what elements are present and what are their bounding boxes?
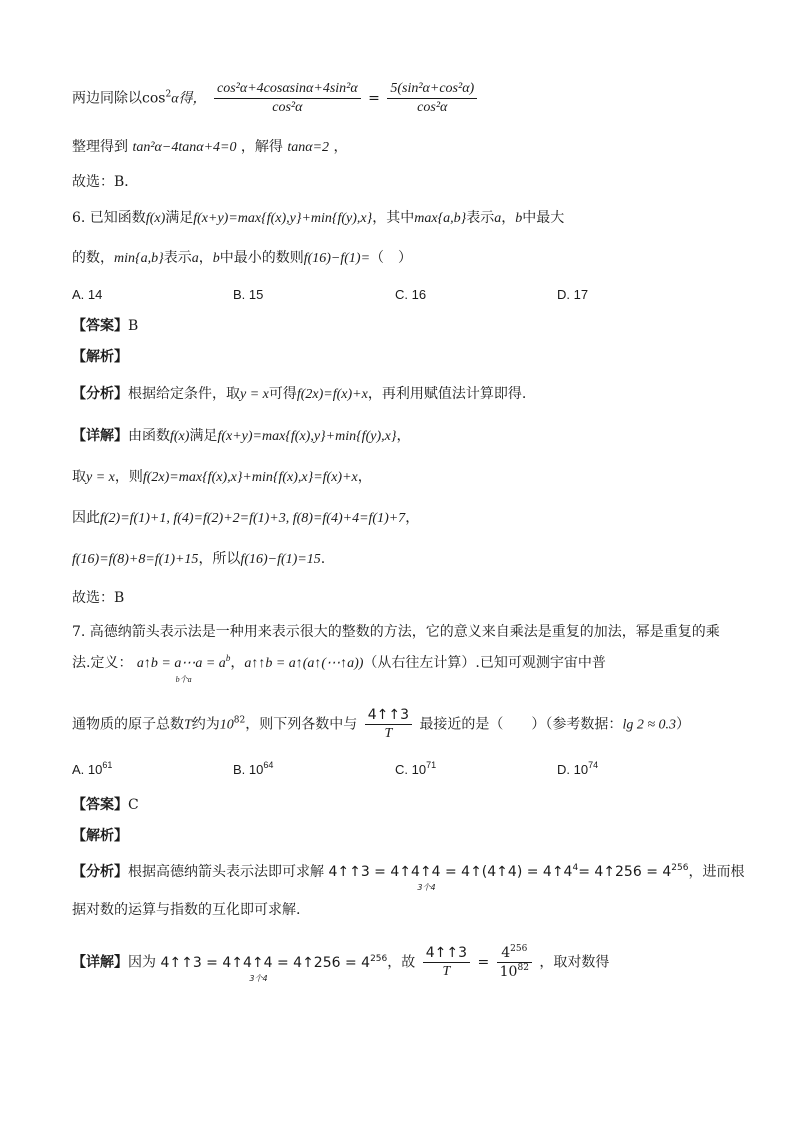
math: f(x) xyxy=(170,429,190,444)
equals-sign: = xyxy=(368,90,380,107)
text: α得， xyxy=(171,91,207,107)
text: 法.定义： xyxy=(72,655,133,671)
detail-expression xyxy=(160,953,388,983)
math: f(2x)=f(x)+x xyxy=(296,387,368,402)
math: min{a,b} xyxy=(114,251,164,266)
q7-analysis-tag xyxy=(72,826,734,846)
q6-choose: 故选：B xyxy=(72,590,125,606)
text: ，解得 xyxy=(240,139,283,155)
text: 根据高德纳箭头表示法即可求解 xyxy=(128,864,324,880)
detail-tag: 【详解】 xyxy=(72,428,128,444)
derivation-line-1 xyxy=(72,80,734,117)
text: ，则下列各数中与 xyxy=(245,716,358,733)
answer-value: B xyxy=(128,318,139,334)
fraction-4pow256-over-10pow82 xyxy=(497,944,532,981)
underbrace-label: 3个4 xyxy=(249,973,268,983)
numerator: 4↑↑3 xyxy=(365,706,412,725)
text: 中最大 xyxy=(522,210,565,226)
text: ， xyxy=(230,655,245,671)
option-exponent: 71 xyxy=(426,760,437,770)
text: （从右往左计算）.已知可观测宇宙中普 xyxy=(363,655,606,671)
choose-line: 故选：B． xyxy=(72,174,139,190)
numerator: cos²α+4cosαsinα+4sin²α xyxy=(214,80,361,99)
text: 表示 xyxy=(163,250,192,266)
detail-tag: 【详解】 xyxy=(72,954,128,971)
q6-option-d: D. 17 xyxy=(557,287,589,302)
math: b xyxy=(212,251,220,266)
text: . xyxy=(320,551,326,567)
text: ， xyxy=(333,139,348,155)
math: b xyxy=(515,211,523,226)
text: 表示 xyxy=(466,210,495,226)
superscript: 256 xyxy=(671,863,689,873)
q6-option-b: B. 15 xyxy=(233,287,264,302)
math: a xyxy=(494,211,502,226)
text: ，取对数得 xyxy=(539,954,610,971)
answer-tag: 【答案】 xyxy=(72,797,128,813)
fraction-4uu3-over-T xyxy=(423,944,470,981)
q6-option-a: A. 14 xyxy=(72,287,103,302)
text: ，则 xyxy=(114,469,143,485)
fraction-4uu3-over-T xyxy=(365,706,412,743)
q6-option-c: C. 16 xyxy=(395,287,427,302)
q7-stem-line-3 xyxy=(72,706,734,743)
option-base: 10 xyxy=(87,762,103,777)
math: y = x xyxy=(86,470,115,485)
numerator: 5(sin²α+cos²α) xyxy=(387,80,477,99)
q6-stem-line-2 xyxy=(72,248,734,269)
text: ， xyxy=(198,250,213,266)
text: 最接近的是（ ）（参考数据： xyxy=(419,716,623,733)
text: ， xyxy=(357,469,372,485)
answer-value: C xyxy=(128,797,139,813)
answer-tag: 【答案】 xyxy=(72,318,128,334)
text: 的数， xyxy=(72,250,114,266)
math: a↑↑b = a↑(a↑(⋯↑a)) xyxy=(244,656,364,671)
text: ，进而根 xyxy=(688,864,745,880)
q6-answer xyxy=(72,316,734,336)
q7-fenxi xyxy=(72,862,745,892)
text: 满足 xyxy=(189,428,218,444)
math: f(16)=f(8)+8=f(1)+15 xyxy=(72,552,199,567)
q7-option-c xyxy=(395,762,436,777)
superscript: 4 xyxy=(572,863,579,873)
text: ， xyxy=(405,510,420,526)
denominator: T xyxy=(384,726,393,741)
text: 可得 xyxy=(268,386,297,402)
option-exponent: 64 xyxy=(263,760,274,770)
text: （ ） xyxy=(370,250,413,266)
denominator xyxy=(497,963,532,981)
equation: tan²α−4tanα+4=0 xyxy=(132,140,237,155)
text: 中最小的数则 xyxy=(219,250,304,266)
math: f(x+y)=max{f(x),y}+min{f(y),x} xyxy=(193,211,373,226)
underbrace-label: 3个4 xyxy=(417,883,436,892)
numerator: 4↑↑3 xyxy=(423,944,470,963)
option-label: B. xyxy=(233,762,246,777)
text: ） xyxy=(676,716,691,733)
text: ，故 xyxy=(387,954,416,971)
q6-detail xyxy=(72,426,734,447)
text: 因为 xyxy=(128,954,156,971)
superscript: 2 xyxy=(165,89,172,100)
math: 10 xyxy=(219,717,234,733)
math: f(x) xyxy=(145,211,166,226)
fraction-left xyxy=(214,80,361,117)
math: f(2x)=max{f(x),x}+min{f(x),x}=f(x)+x xyxy=(142,470,358,485)
text: 6. 已知函数 xyxy=(72,210,146,226)
q7-option-b xyxy=(233,762,273,777)
fenxi-tag: 【分析】 xyxy=(72,864,128,880)
fraction-right xyxy=(387,80,477,117)
option-label: A. xyxy=(72,762,85,777)
equation: tanα=2 xyxy=(287,140,330,155)
text: ， xyxy=(396,428,411,444)
fenxi-tag: 【分析】 xyxy=(72,386,128,402)
analysis-tag: 【解析】 xyxy=(72,828,128,844)
math: y = x xyxy=(240,387,269,402)
equals-sign: = xyxy=(477,954,490,971)
text: 根据给定条件，取 xyxy=(128,386,240,402)
numerator xyxy=(497,944,532,963)
math: f(x+y)=max{f(x),y}+min{f(y),x} xyxy=(217,429,397,444)
option-exponent: 61 xyxy=(102,760,113,770)
superscript: b xyxy=(225,653,231,663)
q6-thus xyxy=(72,508,734,529)
text: 通物质的原子总数 xyxy=(72,716,184,733)
text: ， xyxy=(501,210,516,226)
text: ，再利用赋值法计算即得. xyxy=(367,386,527,402)
q7-stem-line-2 xyxy=(72,653,734,684)
q7-option-a xyxy=(72,762,112,777)
text: 满足 xyxy=(165,210,194,226)
q6-stem-line-1 xyxy=(72,208,734,229)
q7-stem-line-1: 7. 高德纳箭头表示法是一种用来表示很大的整数的方法，它的意义来自乘法是重复的加法，幂是重复的乘 xyxy=(72,624,720,640)
text: 由函数 xyxy=(128,428,170,444)
superscript: 256 xyxy=(510,944,528,954)
q6-take xyxy=(72,467,734,488)
analysis-tag: 【解析】 xyxy=(72,349,128,365)
q6-last xyxy=(72,549,734,570)
math: f(2)=f(1)+1, f(4)=f(2)+2=f(1)+3, f(8)=f(4)+4=f(1)+7 xyxy=(100,511,406,526)
math: lg 2 ≈ 0.3 xyxy=(622,717,677,733)
fenxi-expression xyxy=(328,862,689,892)
text: ，其中 xyxy=(372,210,415,226)
q6-analysis-tag xyxy=(72,347,734,367)
math: max{a,b} xyxy=(414,211,467,226)
q6-fenxi xyxy=(72,384,734,405)
text: 两边同除以cos xyxy=(72,90,166,107)
math: f(16)−f(1)= xyxy=(303,251,371,266)
math: a↑b = a⋯a = a xyxy=(136,656,226,671)
math: = 4↑256 = 4 xyxy=(578,864,672,880)
text: 整理得到 xyxy=(72,139,128,155)
math: T xyxy=(184,717,192,733)
option-label: C. xyxy=(395,762,408,777)
option-label: D. xyxy=(557,762,570,777)
text: 约为 xyxy=(191,716,220,733)
denominator: T xyxy=(442,964,451,979)
denominator: cos²α xyxy=(417,100,448,115)
math: 4↑↑3 = 4↑4↑4 = 4↑256 = 4 xyxy=(160,954,371,971)
option-base: 10 xyxy=(411,762,427,777)
option-base: 10 xyxy=(573,762,589,777)
option-base: 10 xyxy=(248,762,264,777)
math: f(16)−f(1)=15 xyxy=(240,552,321,567)
q7-answer xyxy=(72,795,734,815)
base: 10 xyxy=(499,964,518,980)
q7-option-d xyxy=(557,762,598,777)
text: 取 xyxy=(72,469,86,485)
derivation-line-2 xyxy=(72,137,734,158)
math: a xyxy=(191,251,199,266)
denominator: cos²α xyxy=(272,100,303,115)
superscript: 82 xyxy=(233,715,246,726)
underbrace-label: b个a xyxy=(175,675,192,684)
q7-detail xyxy=(72,944,734,981)
superscript: 256 xyxy=(370,953,388,964)
base: 4 xyxy=(501,945,511,961)
text: 因此 xyxy=(72,510,100,526)
def1-expression xyxy=(136,653,231,684)
text: ，所以 xyxy=(198,551,241,567)
superscript: 82 xyxy=(517,963,529,973)
math: 4↑↑3 = 4↑4↑4 = 4↑(4↑4) = 4↑4 xyxy=(328,864,573,880)
q7-fenxi-line-2: 据对数的运算与指数的互化即可求解. xyxy=(72,902,301,918)
option-exponent: 74 xyxy=(588,760,599,770)
